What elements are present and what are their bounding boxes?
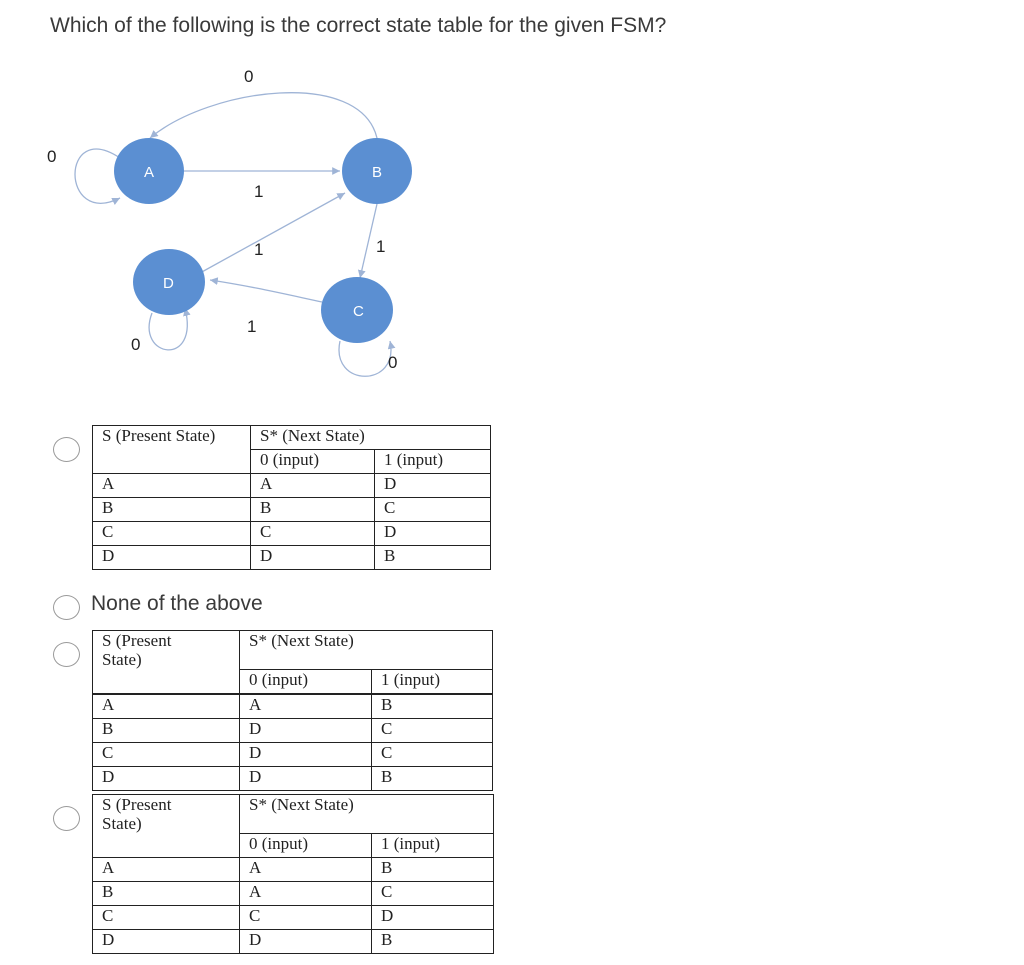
edge-label-c-self: 0 [388, 353, 398, 372]
header-input-0: 0 (input) [240, 833, 372, 857]
table-cell: C [93, 905, 240, 929]
option-1-radio[interactable] [53, 437, 80, 462]
table-cell: A [251, 474, 375, 498]
table-cell: D [240, 742, 372, 766]
header-present-state: S (Present State) [93, 795, 240, 834]
table-cell [93, 450, 251, 474]
table-row [93, 742, 493, 766]
edge-a-self [75, 149, 120, 203]
option-1-state-table [92, 425, 491, 570]
table-header-row [93, 450, 491, 474]
table-cell: D [240, 718, 372, 742]
table-cell: B [375, 546, 491, 570]
table-cell: B [93, 498, 251, 522]
table-cell: D [93, 546, 251, 570]
table-cell: C [375, 498, 491, 522]
header-next-state: S* (Next State) [251, 426, 491, 450]
edge-c-self [339, 341, 391, 376]
table-cell: C [372, 881, 494, 905]
table-cell: B [372, 857, 494, 881]
table-row [93, 766, 493, 790]
table-row [93, 694, 493, 719]
header-input-0: 0 (input) [240, 669, 372, 694]
table-cell: B [93, 881, 240, 905]
table-cell: B [93, 718, 240, 742]
state-label-d: D [163, 275, 174, 292]
edge-label-d-self: 0 [131, 335, 141, 354]
edge-label-a-to-b: 1 [254, 182, 264, 201]
fsm-diagram [40, 58, 460, 388]
table-header-row [93, 631, 493, 670]
table-cell: D [251, 546, 375, 570]
table-cell: A [240, 881, 372, 905]
header-input-1: 1 (input) [372, 669, 493, 694]
table-header-row [93, 795, 494, 834]
table-cell: D [93, 766, 240, 790]
table-cell: C [372, 742, 493, 766]
option-4-radio[interactable] [53, 806, 80, 831]
table-cell: A [240, 694, 372, 719]
table-header-row [93, 426, 491, 450]
table-cell: D [375, 474, 491, 498]
table-cell: B [372, 766, 493, 790]
table-cell: D [372, 905, 494, 929]
table-row [93, 718, 493, 742]
state-label-c: C [353, 303, 364, 320]
edge-d-to-b [200, 193, 345, 273]
question-text: Which of the following is the correct state table for the given FSM? [50, 14, 667, 37]
table-cell: D [375, 522, 491, 546]
table-row [93, 905, 494, 929]
option-3-radio[interactable] [53, 642, 80, 667]
table-row [93, 522, 491, 546]
table-cell: C [93, 742, 240, 766]
header-present-state: S (Present State) [93, 631, 240, 670]
table-cell: A [93, 474, 251, 498]
table-row [93, 881, 494, 905]
table-row [93, 857, 494, 881]
state-label-a: A [144, 164, 155, 181]
table-cell: B [251, 498, 375, 522]
table-cell: B [372, 929, 494, 953]
table-cell: C [251, 522, 375, 546]
option-2-radio[interactable] [53, 595, 80, 620]
header-next-state: S* (Next State) [240, 795, 494, 834]
table-header-row [93, 833, 494, 857]
option-4-state-table [92, 794, 494, 954]
state-label-b: B [372, 164, 383, 181]
edge-b-to-a [150, 93, 377, 138]
option-2-label[interactable]: None of the above [91, 592, 263, 615]
table-cell [93, 669, 240, 694]
edge-label-b-to-c: 1 [376, 237, 386, 256]
edge-label-d-to-b: 1 [254, 240, 264, 259]
edge-c-to-d [210, 280, 322, 302]
table-cell: C [372, 718, 493, 742]
table-row [93, 546, 491, 570]
table-cell: B [372, 694, 493, 719]
option-3-state-table [92, 630, 493, 791]
table-cell: D [240, 929, 372, 953]
edge-label-c-to-d: 1 [247, 317, 257, 336]
table-row [93, 498, 491, 522]
header-present-state: S (Present State) [93, 426, 251, 450]
table-row [93, 929, 494, 953]
header-input-0: 0 (input) [251, 450, 375, 474]
header-input-1: 1 (input) [372, 833, 494, 857]
table-cell: D [93, 929, 240, 953]
table-cell [93, 833, 240, 857]
header-input-1: 1 (input) [375, 450, 491, 474]
table-cell: D [240, 766, 372, 790]
table-cell: C [240, 905, 372, 929]
table-cell: A [93, 694, 240, 719]
edge-label-a-self: 0 [47, 147, 57, 166]
table-row [93, 474, 491, 498]
table-cell: C [93, 522, 251, 546]
table-cell: A [240, 857, 372, 881]
edge-b-to-c [360, 204, 377, 278]
table-header-row [93, 669, 493, 694]
table-cell: A [93, 857, 240, 881]
header-next-state: S* (Next State) [240, 631, 493, 670]
edge-label-b-to-a: 0 [244, 67, 254, 86]
